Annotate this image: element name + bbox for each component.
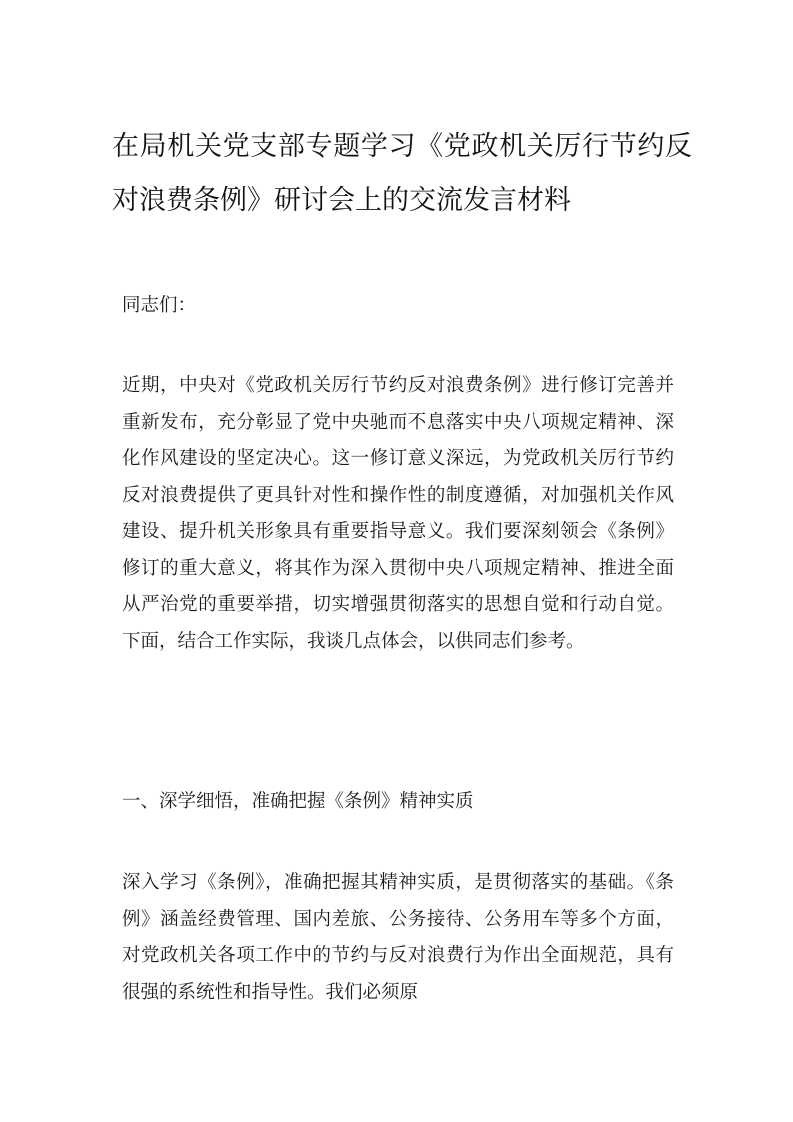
document-title: 在局机关党支部专题学习《党政机关厉行节约反对浪费条例》研讨会上的交流发言材料 [112,131,692,216]
section-heading-1: 一、深学细悟，准确把握《条例》精神实质 [122,791,474,812]
body-paragraph-1: 近期，中央对《党政机关厉行节约反对浪费条例》进行修订完善并重新发布，充分彰显了党中央驰而不息落实中央八项规定精神、深化作风建设的坚定决心。这一修订意义深远，为党政机关厉行节约反对浪费提供了更具针对性和操作性的制度遵循，对加强机关作风建设、提升机关形象具有重要指导意义。我们要深刻领会《条例》修订的重大意义，将其作为深入贯彻中央八项规定精神、推进全面从严治党的重要举措，切实增强贯彻落实的思想自觉和行动自觉。下面，结合工作实际，我谈几点体会，以供同志们参考。 [122,375,674,652]
body-paragraph-2: 深入学习《条例》，准确把握其精神实质，是贯彻落实的基础。《条例》涵盖经费管理、国内差旅、公务接待、公务用车等多个方面，对党政机关各项工作中的节约与反对浪费行为作出全面规范，具有很强的系统性和指导性。我们必须原 [122,872,674,1003]
salutation: 同志们： [122,295,197,316]
